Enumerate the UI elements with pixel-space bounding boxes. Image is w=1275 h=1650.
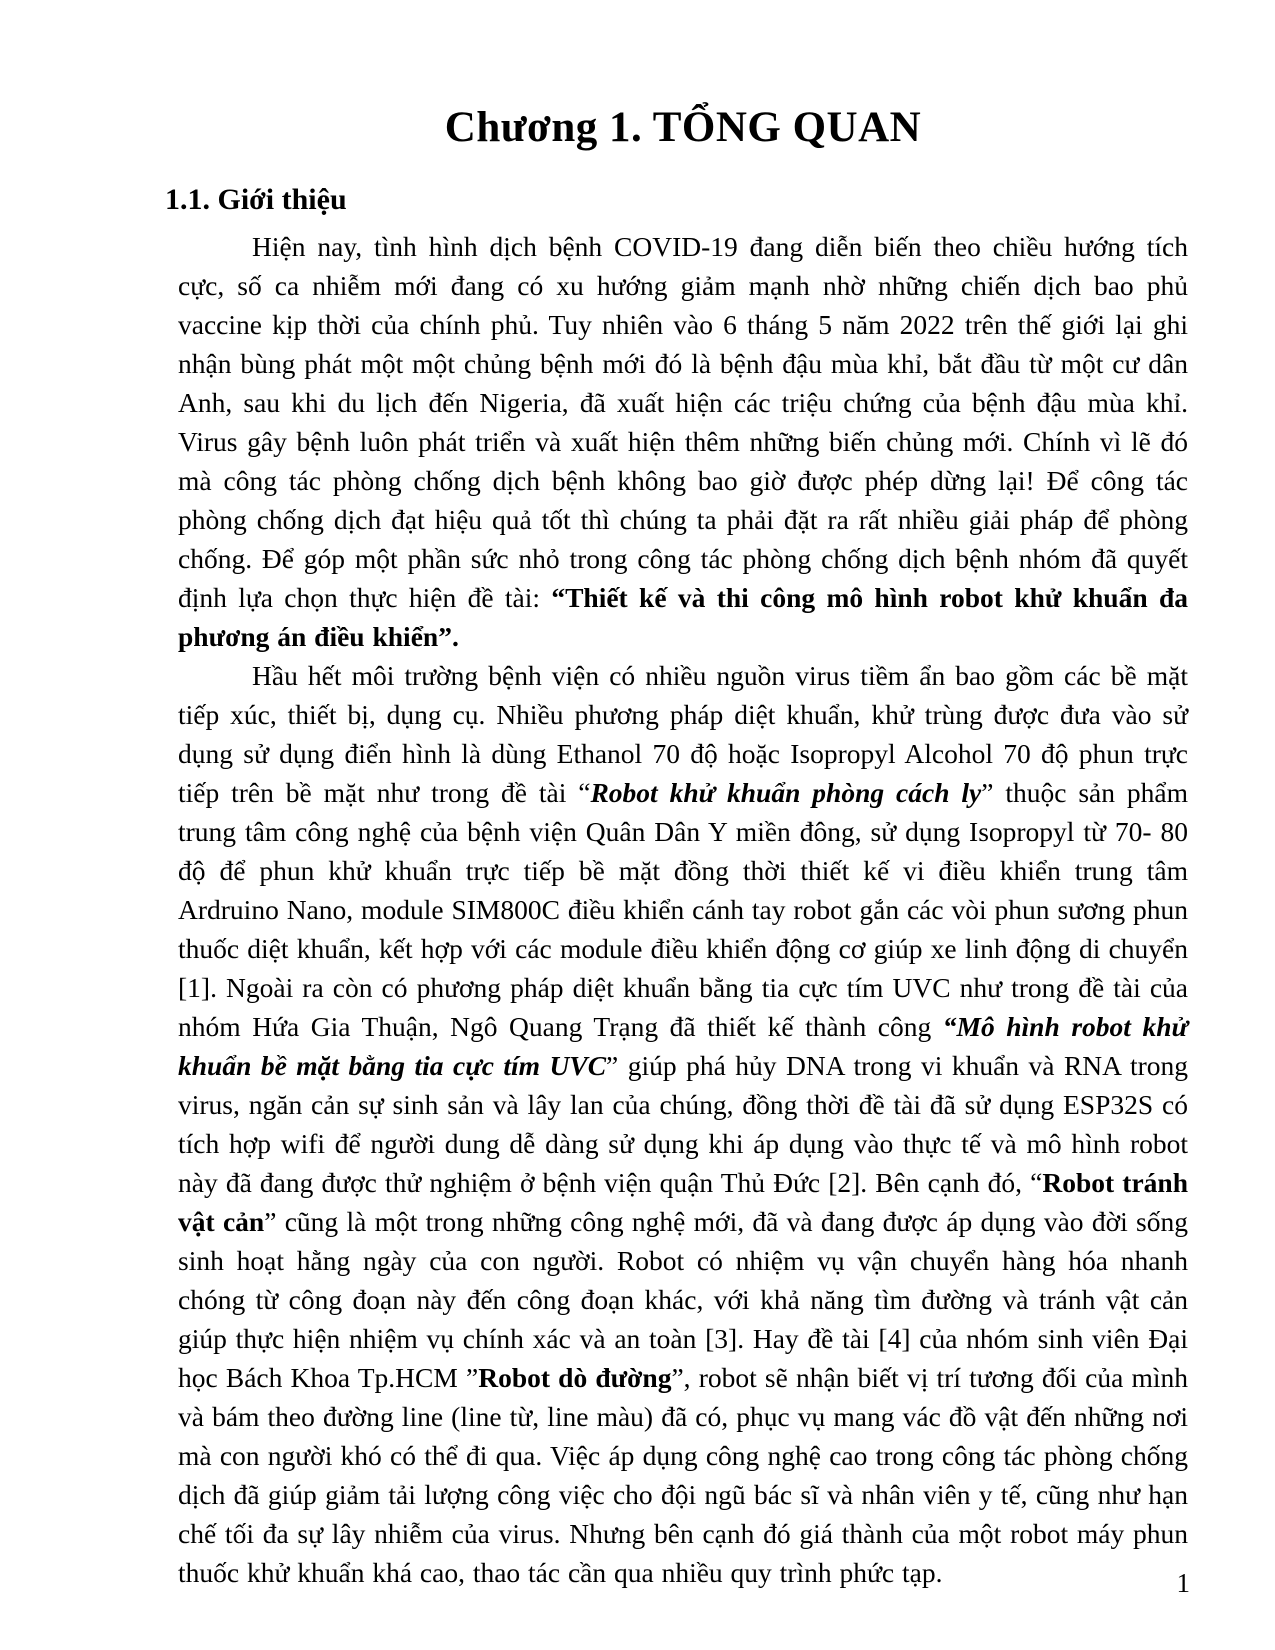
section-heading: 1.1. Giới thiệu [165,183,347,216]
page-content [165,0,1189,1592]
text-run: Robot dò đường [478,1362,672,1393]
text-run: ”, robot sẽ nhận biết vị trí tương đối của mình và bám theo đường line (line từ, line màu) đã có, phục vụ mang vác đồ vật đến những nơi mà con người khó có thể đi qua. Việc áp dụng công nghệ cao trong công tác phòng chống dịch đã giúp giảm tải lượng công việc cho đội ngũ bác sĩ và nhân viên y tế, cũng như hạn chế tối đa sự lây nhiễm của virus. Nhưng bên cạnh đó giá thành của một robot máy phun thuốc khử khuẩn khá cao, thao tác cần qua nhiều quy trình phức tạp. [178,1362,1189,1588]
text-run: Hiện nay, tình hình dịch bệnh COVID-19 đang diễn biến theo chiều hướng tích cực, số ca nhiễm mới đang có xu hướng giảm mạnh nhờ những chiến dịch bao phủ vaccine kịp thời của chính phủ. Tuy nhiên vào 6 tháng 5 năm 2022 trên thế giới lại ghi nhận bùng phát một một chủng bệnh mới đó là bệnh đậu mùa khỉ, bắt đầu từ một cư dân Anh, sau khi du lịch đến Nigeria, đã xuất hiện các triệu chứng của bệnh đậu mùa khỉ. Virus gây bệnh luôn phát triển và xuất hiện thêm những biến chủng mới. Chính vì lẽ đó mà công tác phòng chống dịch bệnh không bao giờ được phép dừng lại! Để công tác phòng chống dịch đạt hiệu quả tốt thì chúng ta phải đặt ra rất nhiều giải pháp để phòng chống. Để góp một phần sức nhỏ trong công tác phòng chống dịch bệnh nhóm đã quyết định lựa chọn thực hiện đề tài: [178,231,1188,613]
paragraph-introduction-1 [178,227,1188,656]
paragraph-introduction-2 [178,656,1188,1592]
text-run: “Mô hình robot khử khuẩn bề mặt bằng tia cực tím UVC [178,1011,1188,1081]
text-run: ” cũng là một trong những công nghệ mới, đã và đang được áp dụng vào đời sống sinh hoạt hằng ngày của con người. Robot có nhiệm vụ vận chuyển hàng hóa nhanh chóng từ công đoạn này đến công đoạn khác, với khả năng tìm đường và tránh vật cản giúp thực hiện nhiệm vụ chính xác và an toàn [3]. Hay đề tài [4] của nhóm sinh viên Đại học Bách Khoa Tp.HCM ” [178,1206,1188,1393]
text-run: Robot khử khuẩn phòng cách ly [590,777,982,808]
text-run: ” thuộc sản phẩm trung tâm công nghệ của bệnh viện Quân Dân Y miền đông, sử dụng Isopropyl từ 70- 80 độ để phun khử khuẩn trực tiếp bề mặt đồng thời thiết kế vi điều khiển trung tâm Ardruino Nano, module SIM800C điều khiển cánh tay robot gắn các vòi phun sương phun thuốc diệt khuẩn, kết hợp với các module điều khiển động cơ giúp xe linh động di chuyển [1]. Ngoài ra còn có phương pháp diệt khuẩn bằng tia cực tím UVC như trong đề tài của nhóm Hứa Gia Thuận, Ngô Quang Trạng đã thiết kế thành công [178,777,1188,1042]
text-run: ” giúp phá hủy DNA trong vi khuẩn và RNA trong virus, ngăn cản sự sinh sản và lây lan của chúng, đồng thời đề tài đã sử dụng ESP32S có tích hợp wifi để người dung dễ dàng sử dụng khi áp dụng vào thực tế và mô hình robot này đã đang được thử nghiệm ở bệnh viện quận Thủ Đức [2]. Bên cạnh đó, “ [178,1050,1188,1198]
page-number: 1 [1176,1568,1190,1598]
text-run: Robot tránh vật cản [178,1167,1188,1237]
chapter-title: Chương 1. TỔNG QUAN [444,104,922,151]
text-run: “Thiết kế và thi công mô hình robot khử khuẩn đa phương án điều khiển”. [178,582,1188,652]
text-run: Hầu hết môi trường bệnh viện có nhiều nguồn virus tiềm ẩn bao gồm các bề mặt tiếp xúc, thiết bị, dụng cụ. Nhiều phương pháp diệt khuẩn, khử trùng được đưa vào sử dụng sử dụng điển hình là dùng Ethanol 70 độ hoặc Isopropyl Alcohol 70 độ phun trực tiếp trên bề mặt như trong đề tài “ [178,660,1188,808]
